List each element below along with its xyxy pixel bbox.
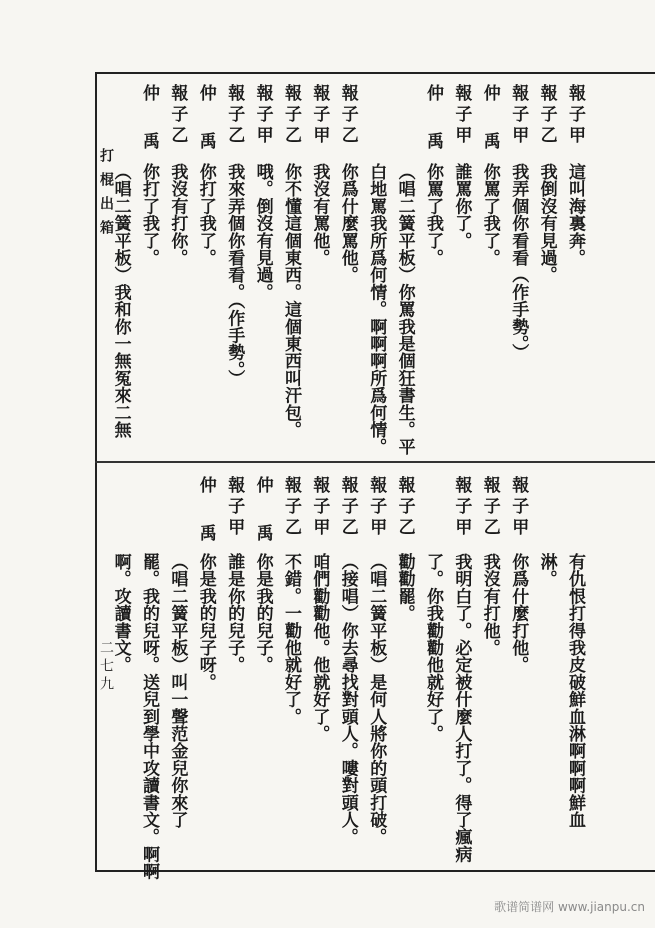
dialogue-text: 有仇恨打得我皮破鮮血淋啊啊啊鮮血 xyxy=(565,553,585,829)
dialogue-text: 你打了我了。 xyxy=(195,163,216,267)
dialogue-text: 我弄個你看看（作手勢。） xyxy=(508,163,529,361)
dialogue-text: （接唱）你去尋找對頭人。嘍對頭人。 xyxy=(337,553,358,846)
speaker-name: 報子甲 xyxy=(252,84,273,147)
speaker-name: 報子甲 xyxy=(508,476,529,539)
dialogue-text: 我來弄個你看看。（作手勢。） xyxy=(224,163,245,387)
speaker-name: 仲禹 xyxy=(479,84,500,180)
dialogue-text: 啊。攻讀書文。 xyxy=(110,553,131,674)
speaker-name: 報子甲 xyxy=(451,476,472,539)
speaker-name: 報子乙 xyxy=(167,84,188,147)
speaker-name: 報子乙 xyxy=(479,476,500,539)
speaker-name: 仲禹 xyxy=(195,84,216,180)
dialogue-text: 你罵了我了。 xyxy=(423,163,443,267)
speaker-name: 仲禹 xyxy=(195,476,216,572)
running-title: 打棍出箱 xyxy=(98,148,114,244)
speaker-name: 報子甲 xyxy=(309,476,330,539)
speaker-name: 仲禹 xyxy=(252,476,273,572)
dialogue-text: 這叫海裏奔。 xyxy=(565,163,585,267)
dialogue-text: 你是我的兒子。 xyxy=(252,553,273,674)
dialogue-text: 咱們勸勸他。他就好了。 xyxy=(309,553,330,743)
speaker-name: 報子乙 xyxy=(281,476,301,539)
speaker-name: 報子甲 xyxy=(224,476,245,539)
dialogue-text: 你爲什麼打他。 xyxy=(508,553,529,674)
dialogue-text: 我沒有打他。 xyxy=(479,553,500,657)
speaker-name: 報子乙 xyxy=(394,476,415,539)
dialogue-text: 誰是你的兒子。 xyxy=(224,553,245,674)
speaker-name: 報子乙 xyxy=(337,476,358,539)
dialogue-text: 白地罵我所爲何情。啊啊啊所爲何情。 xyxy=(366,163,387,456)
dialogue-text: （唱二簧平板）是何人將你的頭打破。 xyxy=(366,553,387,846)
speaker-name: 報子乙 xyxy=(536,84,557,147)
dialogue-text: 你打了我了。 xyxy=(139,163,159,267)
dialogue-text: 你不懂這個東西。這個東西叫汗包。 xyxy=(281,163,301,439)
dialogue-text: （唱二簧平板）你罵我是個狂書生。平 xyxy=(394,163,415,456)
speaker-name: 報子甲 xyxy=(508,84,529,147)
dialogue-text: 了。你我勸勸他就好了。 xyxy=(423,553,443,743)
speaker-name: 報子甲 xyxy=(565,84,585,147)
page-number: 二七九 xyxy=(98,640,114,694)
speaker-name: 報子甲 xyxy=(309,84,330,147)
dialogue-text: 我沒有罵他。 xyxy=(309,163,330,267)
dialogue-text: 誰罵你了。 xyxy=(451,163,472,249)
dialogue-text: 勸勸罷。 xyxy=(394,553,415,622)
dialogue-text: 哦。倒沒有見過。 xyxy=(252,163,273,301)
speaker-name: 報子乙 xyxy=(224,84,245,147)
dialogue-text: 我倒沒有見過。 xyxy=(536,163,557,284)
speaker-name: 報子乙 xyxy=(281,84,301,147)
dialogue-text: 淋。 xyxy=(536,553,557,588)
dialogue-text: 你罵了我了。 xyxy=(479,163,500,267)
speaker-name: 報子甲 xyxy=(451,84,472,147)
watermark: 歌谱简谱网 www.jianpu.cn xyxy=(494,900,645,914)
page-frame-bottom xyxy=(95,870,655,872)
dialogue-text: 罷。我的兒呀。送兒到學中攻讀書文。啊啊 xyxy=(139,553,159,880)
dialogue-text: （唱二簧平板）叫一聲范金兒你來了 xyxy=(167,553,188,829)
dialogue-text: 你爲什麼罵他。 xyxy=(337,163,358,284)
dialogue-text: 我沒有打你。 xyxy=(167,163,188,267)
dialogue-text: 你是我的兒子呀。 xyxy=(195,553,216,691)
speaker-name: 仲禹 xyxy=(139,84,159,180)
dialogue-text: 我明白了。必定被什麼人打了。得了瘋病 xyxy=(451,553,472,863)
speaker-name: 仲禹 xyxy=(423,84,443,180)
speaker-name: 報子乙 xyxy=(337,84,358,147)
dialogue-text: （唱二簧平板）我和你一無冤來二無 xyxy=(110,163,131,439)
speaker-name: 報子甲 xyxy=(366,476,387,539)
dialogue-text: 不錯。一勸他就好了。 xyxy=(281,553,301,725)
page-frame-top xyxy=(95,72,655,74)
section-divider xyxy=(95,461,655,463)
